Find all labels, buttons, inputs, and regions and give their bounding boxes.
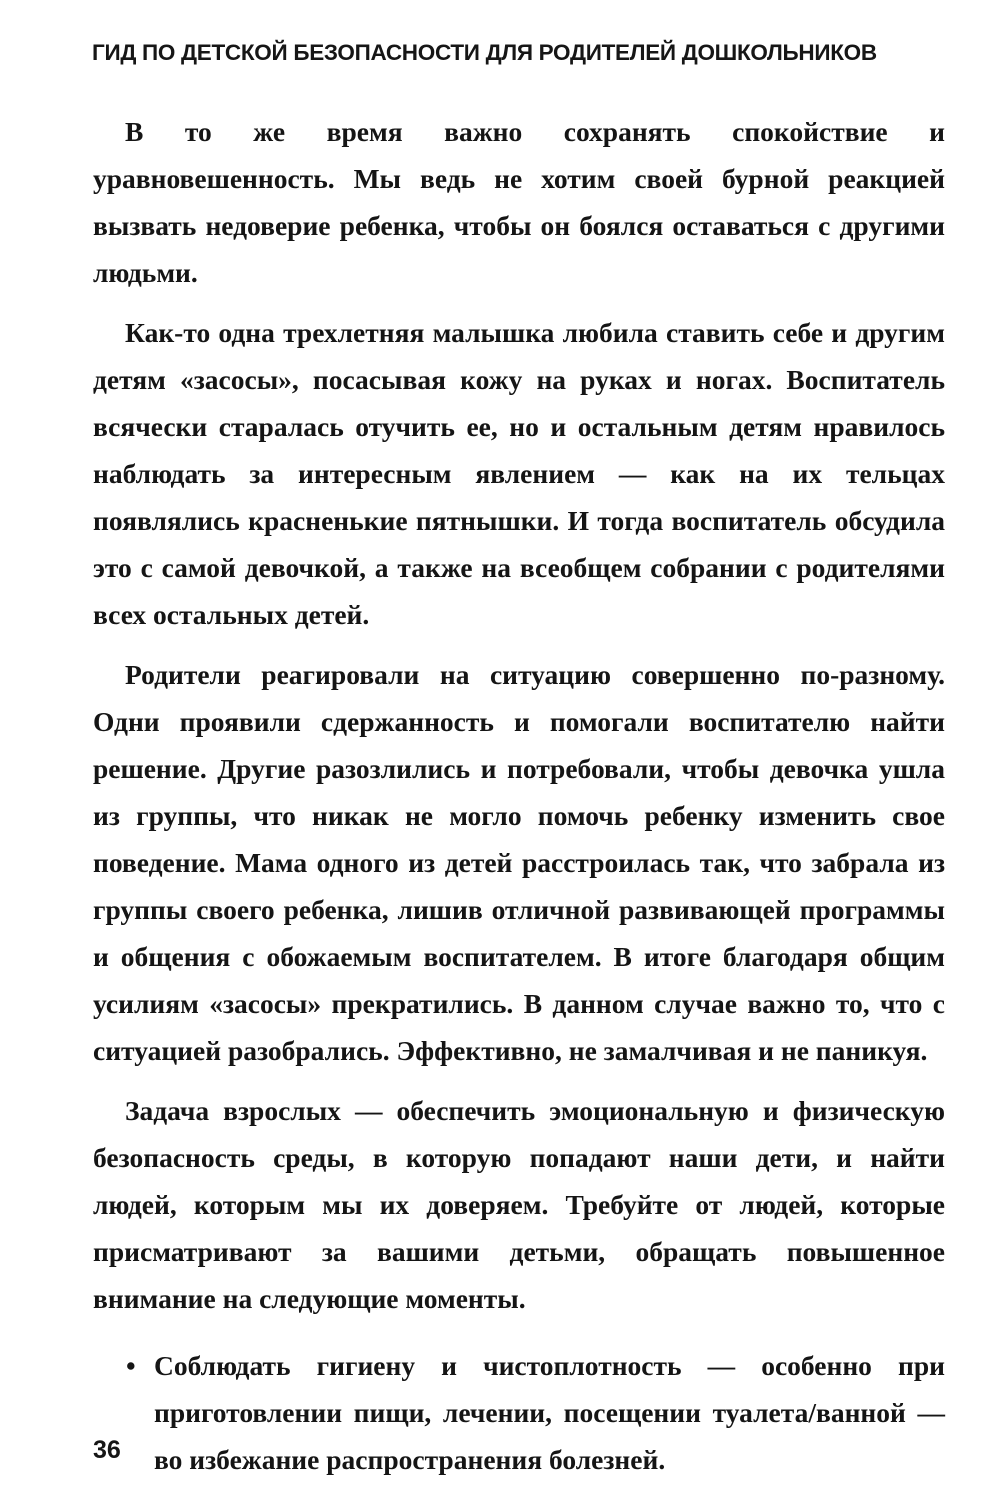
paragraph: Задача взрослых — обеспечить эмоциональную и физическую безопасность среды, в которую попадают наши дети, и найти людей, которым мы их доверяем. Требуйте от людей, которые присматривают за вашими детьми, обращать повышенное внимание на следующие моменты. <box>93 1095 945 1314</box>
running-header: ГИД ПО ДЕТСКОЙ БЕЗОПАСНОСТИ ДЛЯ РОДИТЕЛЕЙ ДОШКОЛЬНИКОВ <box>92 40 877 65</box>
paragraph: В то же время важно сохранять спокойствие и уравновешенность. Мы ведь не хотим своей бурной реакцией вызвать недоверие ребенка, чтобы он боялся оставаться с другими людьми. <box>93 116 945 288</box>
list-item <box>93 1342 945 1483</box>
bullet-list <box>93 1342 945 1483</box>
list-item-text: Соблюдать гигиену и чистоплотность — особенно при приготовлении пищи, лечении, посещении туалета/ванной — во избежание распространения болезней. <box>154 1350 945 1475</box>
paragraph: Родители реагировали на ситуацию совершенно по-разному. Одни проявили сдержанность и помогали воспитателю найти решение. Другие разозлились и потребовали, чтобы девочка ушла из группы, что никак не могло помочь ребенку изменить свое поведение. Мама одного из детей расстроилась так, что забрала из группы своего ребенка, лишив отличной развивающей программы и общения с обожаемым воспитателем. В итоге благодаря общим усилиям «засосы» прекратились. В данном случае важно то, что с ситуацией разобрались. Эффективно, не замалчивая и не паникуя. <box>93 659 945 1066</box>
paragraph: Как-то одна трехлетняя малышка любила ставить себе и другим детям «засосы», посасывая кожу на руках и ногах. Воспитатель всячески старалась отучить ее, но и остальным детям нравилось наблюдать за интересным явлением — как на их тельцах появлялись красненькие пятнышки. И тогда воспитатель обсудила это с самой девочкой, а также на всеобщем собрании с родителями всех остальных детей. <box>93 317 945 630</box>
main-text <box>93 108 945 1483</box>
bullet-marker: • <box>126 1350 136 1381</box>
page-number: 36 <box>93 1436 121 1464</box>
